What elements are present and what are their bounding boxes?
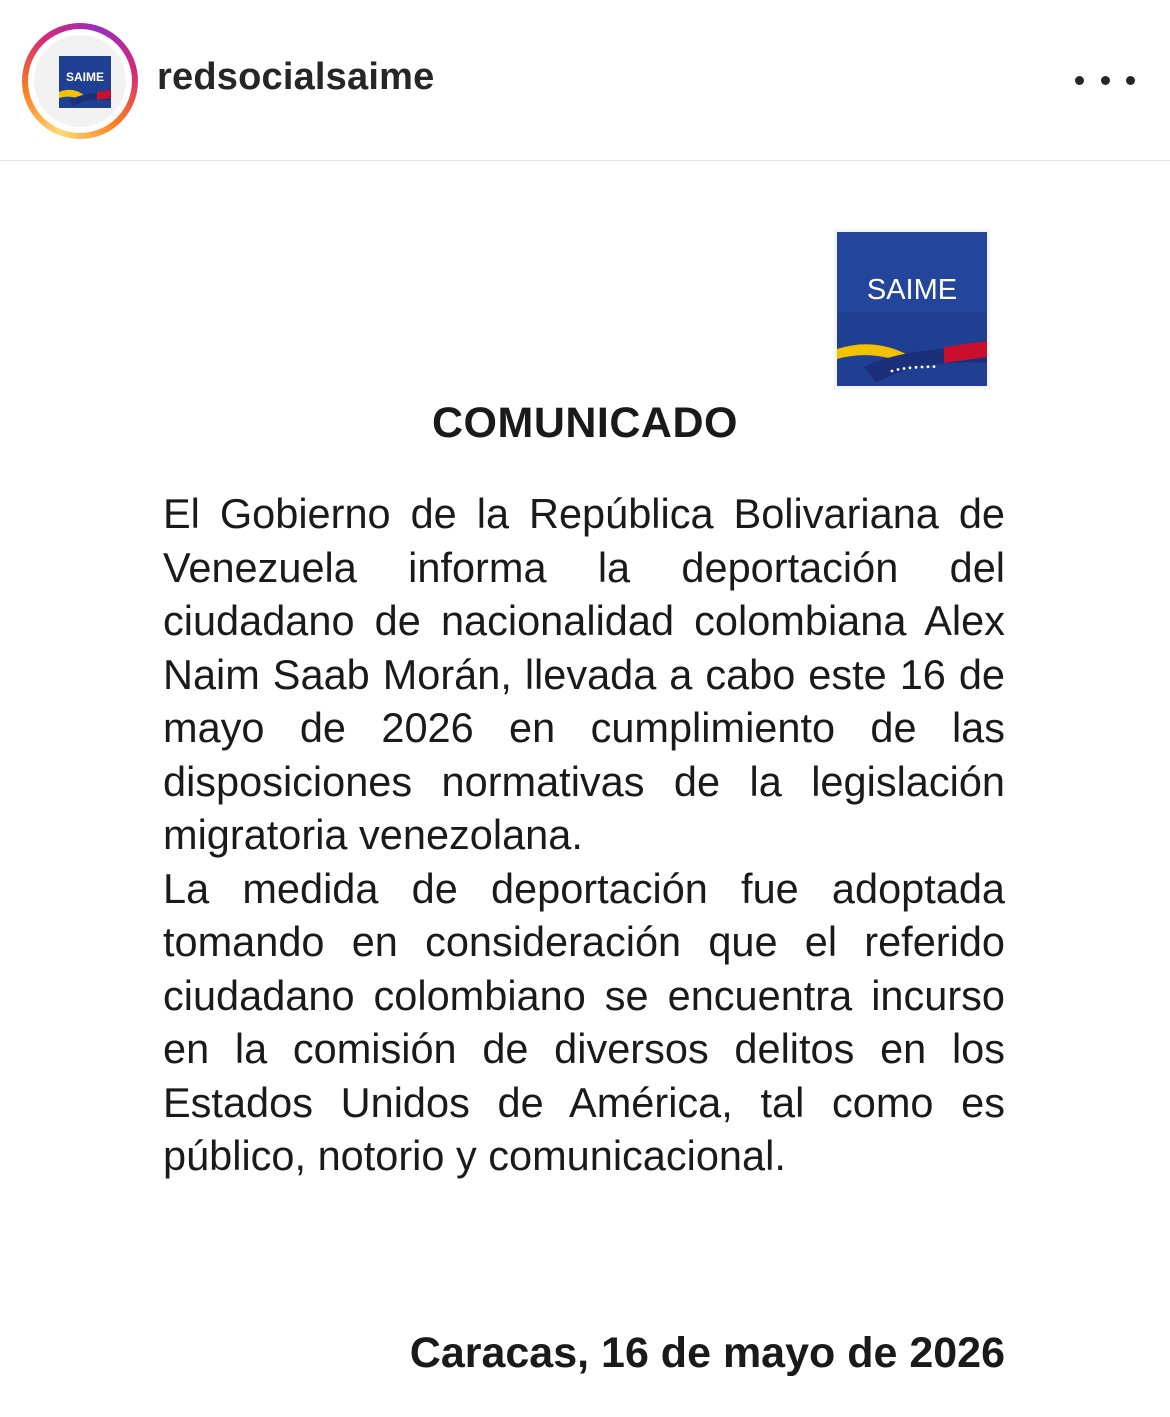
more-options-button[interactable] [1075,60,1135,100]
saime-logo-text: SAIME [866,274,958,306]
document-paragraph-2: La medida de deportación fue adoptada tomando en consideración que el referido ciudadano colombiano se encuentra incurso en la comisión de diversos delitos en los Estados Unidos de América, tal como es público, notorio y comunicacional. [163,864,1005,1179]
post-image[interactable] [0,161,1170,1417]
saime-avatar-logo [59,56,111,108]
avatar-gap [28,29,132,133]
document-signature: Caracas, 16 de mayo de 2026 [409,1329,1005,1377]
post-header [0,0,1170,161]
more-horizontal-icon [1075,76,1084,85]
story-ring[interactable] [22,23,138,139]
username[interactable]: redsocialsaime [157,56,435,98]
document-body [163,487,1005,1183]
more-horizontal-icon-dot [1126,76,1135,85]
document-title: COMUNICADO [432,399,738,447]
document-paragraph-1: El Gobierno de la República Bolivariana de Venezuela informa la deportación del ciudadano de nacionalidad colombiana Alex Naim Saab Morán, llevada a cabo este 16 de mayo de 2026 en cumplimiento de las disposiciones normativas de la legislación migratoria venezolana. [163,490,1005,858]
avatar[interactable] [34,35,126,127]
more-horizontal-icon-dot [1101,76,1110,85]
avatar-logo-text: SAIME [65,70,105,84]
saime-logo [834,229,990,389]
